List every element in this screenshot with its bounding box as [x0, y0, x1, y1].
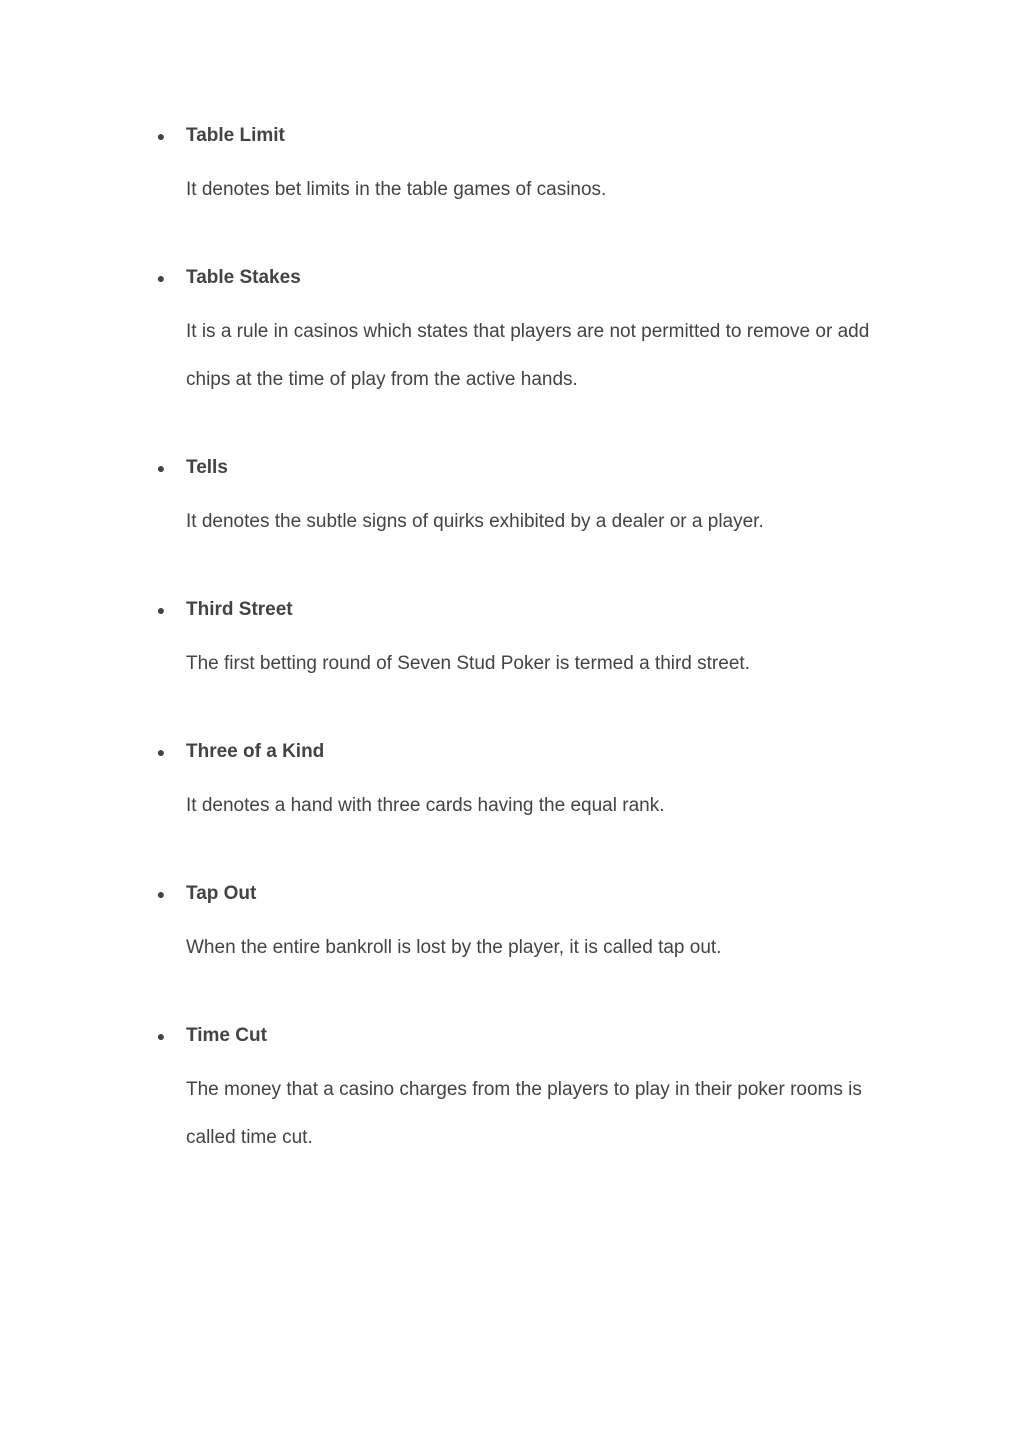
- term-row: [0, 260, 1024, 296]
- term-title: Three of a Kind: [186, 741, 325, 762]
- bullet-icon: ●: [156, 128, 166, 144]
- bullet-icon: ●: [156, 602, 166, 618]
- term-row: [0, 876, 1024, 912]
- term-title: Time Cut: [186, 1025, 267, 1046]
- glossary-entry: [0, 734, 1024, 830]
- term-title: Third Street: [186, 599, 293, 620]
- bullet-icon: ●: [156, 460, 166, 476]
- glossary-entry: [0, 260, 1024, 404]
- term-title: Tap Out: [186, 883, 257, 904]
- glossary-entry: [0, 450, 1024, 546]
- term-definition: It is a rule in casinos which states that players are not permitted to remove or add chips at the time of play from the active hands.: [186, 321, 870, 390]
- bullet-icon: ●: [156, 270, 166, 286]
- term-definition: The money that a casino charges from the players to play in their poker rooms is called time cut.: [186, 1079, 862, 1148]
- term-row: [0, 1018, 1024, 1054]
- term-definition: It denotes the subtle signs of quirks exhibited by a dealer or a player.: [186, 511, 764, 532]
- term-definition: The first betting round of Seven Stud Poker is termed a third street.: [186, 653, 750, 674]
- term-title: Table Limit: [186, 125, 285, 146]
- term-title: Table Stakes: [186, 267, 301, 288]
- term-definition: When the entire bankroll is lost by the player, it is called tap out.: [186, 937, 722, 958]
- term-row: [0, 734, 1024, 770]
- term-title: Tells: [186, 457, 228, 478]
- glossary-entry: [0, 876, 1024, 972]
- term-row: [0, 118, 1024, 154]
- bullet-icon: ●: [156, 886, 166, 902]
- term-definition: It denotes a hand with three cards having the equal rank.: [186, 795, 665, 816]
- glossary-entry: [0, 118, 1024, 214]
- term-row: [0, 592, 1024, 628]
- glossary-entry: [0, 1018, 1024, 1162]
- bullet-icon: ●: [156, 744, 166, 760]
- term-definition: It denotes bet limits in the table games of casinos.: [186, 179, 607, 200]
- glossary-entry: [0, 592, 1024, 688]
- glossary-list: [0, 118, 1024, 1208]
- term-row: [0, 450, 1024, 486]
- bullet-icon: ●: [156, 1028, 166, 1044]
